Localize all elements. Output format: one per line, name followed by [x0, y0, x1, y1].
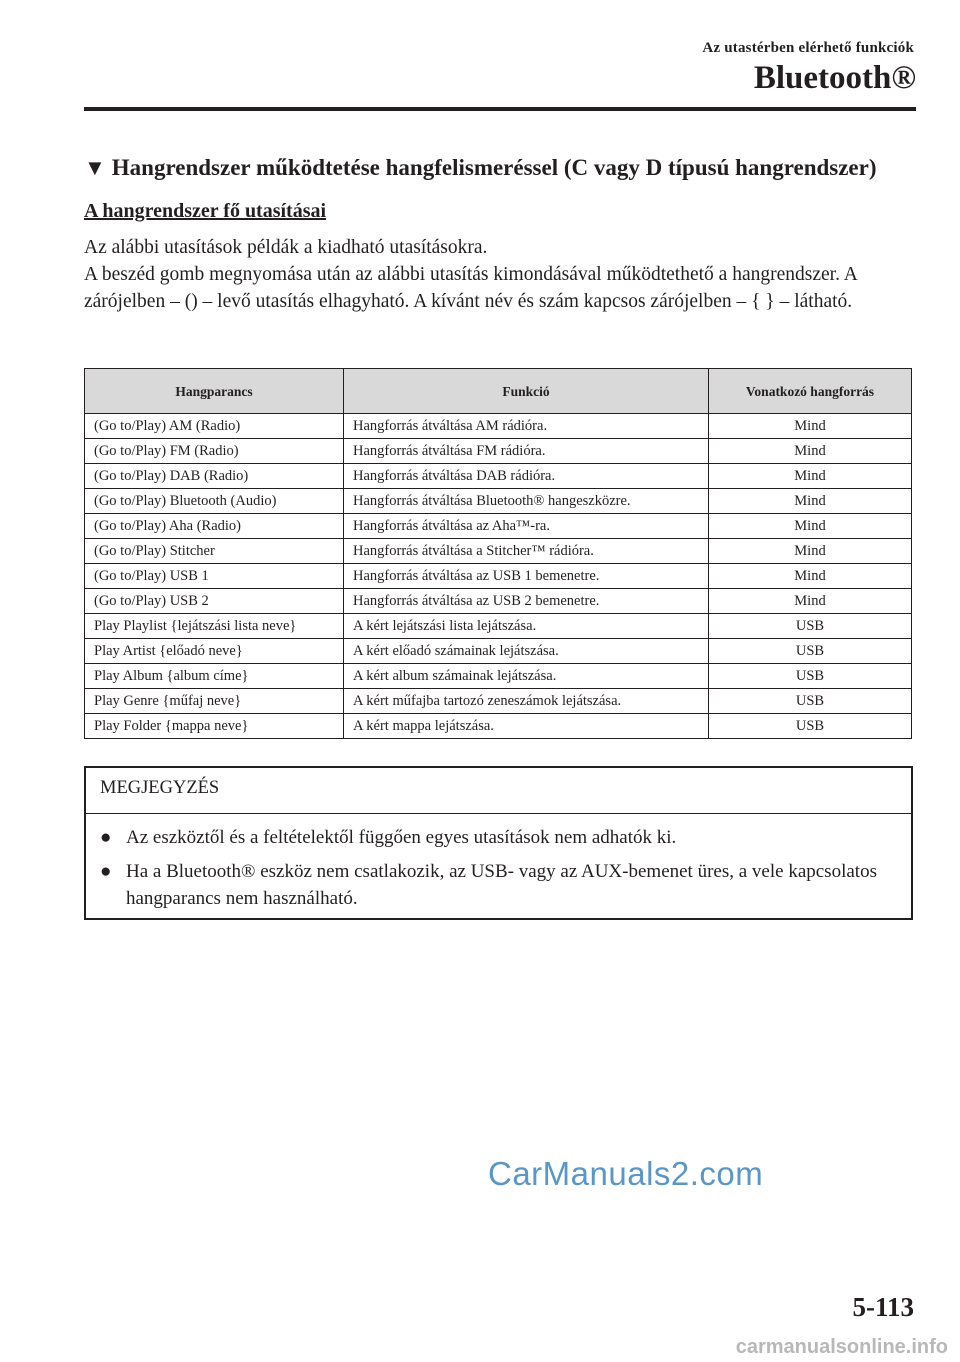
cell-function: A kért előadó számainak lejátszása. — [344, 639, 709, 664]
cell-source: Mind — [709, 439, 912, 464]
page-number: 5-113 — [852, 1292, 914, 1322]
cell-source: USB — [709, 689, 912, 714]
cell-function: A kért műfajba tartozó zeneszámok lejátszása. — [344, 689, 709, 714]
column-header-function: Funkció — [344, 369, 709, 414]
intro-line: A beszéd gomb megnyomása után az alábbi utasítás kimondásával működtethető a hangrendszer. A zárójelben – () – levő utasítás elhagyható. A kívánt név és szám kapcsos zárójelben – { } – látható. — [84, 264, 857, 312]
cell-command: Play Playlist {lejátszási lista neve} — [85, 614, 344, 639]
cell-command: (Go to/Play) Stitcher — [85, 539, 344, 564]
table-row — [85, 664, 912, 689]
cell-command: Play Artist {előadó neve} — [85, 639, 344, 664]
cell-source: Mind — [709, 589, 912, 614]
header-rule — [84, 107, 916, 111]
cell-command: (Go to/Play) USB 1 — [85, 564, 344, 589]
note-box — [84, 766, 913, 920]
cell-command: (Go to/Play) FM (Radio) — [85, 439, 344, 464]
intro-text — [84, 234, 919, 315]
table-row — [85, 689, 912, 714]
table-row — [85, 564, 912, 589]
table-row — [85, 714, 912, 739]
cell-command: Play Folder {mappa neve} — [85, 714, 344, 739]
cell-source: USB — [709, 714, 912, 739]
cell-function: Hangforrás átváltása Bluetooth® hangeszközre. — [344, 489, 709, 514]
intro-line: Az alábbi utasítások példák a kiadható utasításokra. — [84, 237, 488, 258]
table-body — [85, 414, 912, 739]
section-heading — [84, 155, 924, 181]
table-row — [85, 614, 912, 639]
table-row — [85, 589, 912, 614]
note-list — [86, 814, 911, 912]
table-row — [85, 539, 912, 564]
note-title: MEGJEGYZÉS — [86, 768, 911, 814]
cell-source: Mind — [709, 414, 912, 439]
cell-function: Hangforrás átváltása a Stitcher™ rádióra. — [344, 539, 709, 564]
cell-source: Mind — [709, 489, 912, 514]
table-row — [85, 514, 912, 539]
table-row — [85, 489, 912, 514]
cell-function: Hangforrás átváltása DAB rádióra. — [344, 464, 709, 489]
note-item — [100, 824, 911, 851]
cell-command: (Go to/Play) USB 2 — [85, 589, 344, 614]
watermark-logo: CarManuals2.com — [488, 1155, 764, 1192]
cell-command: (Go to/Play) Bluetooth (Audio) — [85, 489, 344, 514]
cell-command: Play Genre {műfaj neve} — [85, 689, 344, 714]
cell-function: Hangforrás átváltása az USB 1 bemenetre. — [344, 564, 709, 589]
cell-function: Hangforrás átváltása FM rádióra. — [344, 439, 709, 464]
table-row — [85, 414, 912, 439]
table-row — [85, 639, 912, 664]
bullet-icon: ● — [100, 861, 112, 882]
running-header-subtitle: Az utastérben elérhető funkciók — [702, 40, 914, 56]
cell-command: (Go to/Play) DAB (Radio) — [85, 464, 344, 489]
note-item-text: Az eszköztől és a feltételektől függően egyes utasítások nem adhatók ki. — [126, 827, 677, 848]
cell-function: A kért lejátszási lista lejátszása. — [344, 614, 709, 639]
footer-watermark: carmanualsonline.info — [735, 1336, 948, 1358]
cell-source: Mind — [709, 514, 912, 539]
cell-source: Mind — [709, 539, 912, 564]
cell-source: USB — [709, 614, 912, 639]
cell-source: USB — [709, 664, 912, 689]
cell-source: Mind — [709, 564, 912, 589]
cell-command: Play Album {album címe} — [85, 664, 344, 689]
column-header-command: Hangparancs — [85, 369, 344, 414]
sub-heading: A hangrendszer fő utasításai — [84, 200, 327, 222]
note-item-text: Ha a Bluetooth® eszköz nem csatlakozik, az USB- vagy az AUX-bemenet üres, a vele kapcsolatos hangparancs nem használható. — [126, 861, 877, 909]
cell-source: USB — [709, 639, 912, 664]
cell-source: Mind — [709, 464, 912, 489]
note-item — [100, 858, 911, 912]
section-heading-text: Hangrendszer működtetése hangfelismeréssel (C vagy D típusú hangrendszer) — [111, 155, 877, 180]
cell-function: A kért album számainak lejátszása. — [344, 664, 709, 689]
table-header-row — [85, 369, 912, 414]
voice-command-table — [84, 368, 912, 739]
bullet-icon: ● — [100, 827, 112, 848]
cell-function: Hangforrás átváltása az USB 2 bemenetre. — [344, 589, 709, 614]
cell-function: Hangforrás átváltása az Aha™-ra. — [344, 514, 709, 539]
cell-function: A kért mappa lejátszása. — [344, 714, 709, 739]
cell-function: Hangforrás átváltása AM rádióra. — [344, 414, 709, 439]
table-row — [85, 439, 912, 464]
triangle-marker-icon: ▼ — [84, 155, 106, 180]
table-row — [85, 464, 912, 489]
column-header-source: Vonatkozó hangforrás — [709, 369, 912, 414]
cell-command: (Go to/Play) Aha (Radio) — [85, 514, 344, 539]
cell-command: (Go to/Play) AM (Radio) — [85, 414, 344, 439]
running-header-title: Bluetooth® — [753, 60, 916, 96]
